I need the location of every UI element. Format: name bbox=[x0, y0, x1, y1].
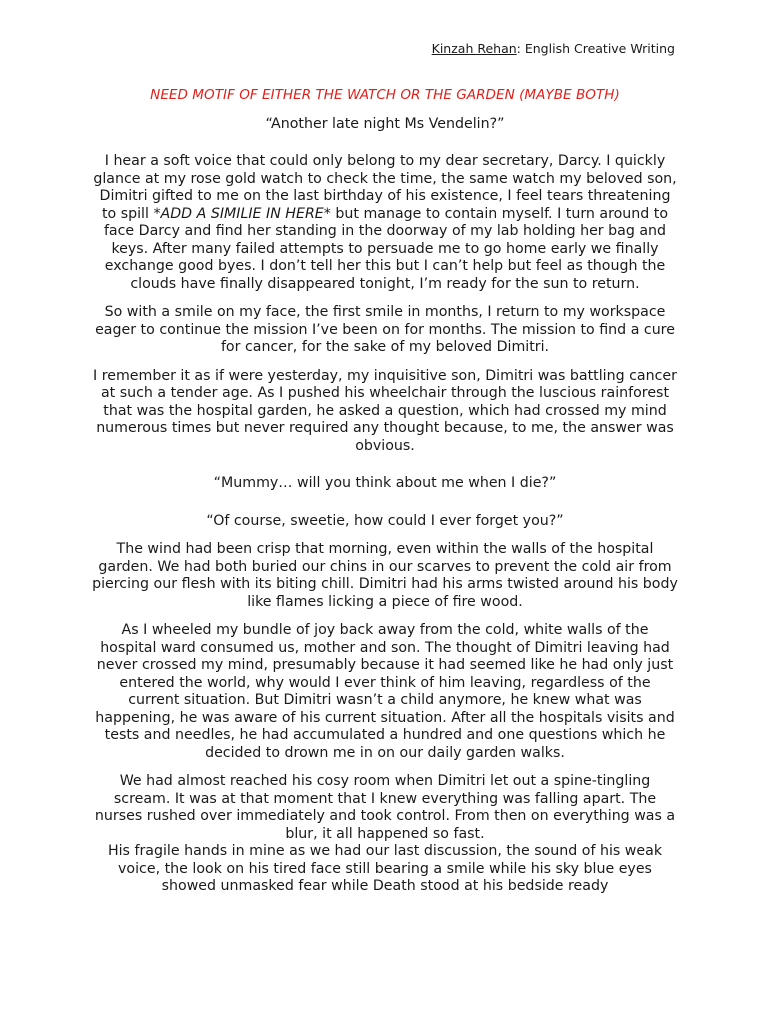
paragraph-dialogue-answer: “Of course, sweetie, how could I ever forget you?” bbox=[206, 512, 564, 529]
paragraph-text: I hear a soft voice that could only belong to my dear secretary, Darcy. I quickly glance at my rose gold watch to check the time, the same watch my beloved son, Dimitri gifted to me on the last birthday of his existence, I feel tears threatening to spill bbox=[93, 153, 677, 222]
paragraph-wind: The wind had been crisp that morning, even within the walls of the hospital garden. We had both buried our chins in our scarves to prevent the cold air from piercing our flesh with its biting chill. Dimitri had his arms twisted around his body like flames licking a piece of fire wood. bbox=[92, 541, 678, 610]
paragraph-memory: I remember it as if were yesterday, my inquisitive son, Dimitri was battling cancer at such a tender age. As I pushed his wheelchair through the luscious rainforest that was the hospital garden, he asked a question, which had crossed my mind numerous times but never required any thought because, to me, the answer was obvious. bbox=[93, 367, 677, 454]
paragraph-dialogue-question: “Mummy… will you think about me when I die?” bbox=[213, 475, 557, 491]
author-name: Kinzah Rehan bbox=[431, 41, 517, 56]
inline-editor-note: *ADD A SIMILIE IN HERE* bbox=[153, 205, 331, 222]
paragraph-ward: As I wheeled my bundle of joy back away from the cold, white walls of the hospital ward consumed us, mother and son. The thought of Dimitri leaving had never crossed my mind, presumably because it had seemed like he had only just entered the world, why would I ever think of him leaving, regardless of the current situation. But Dimitri wasn’t a child anymore, he knew what was happening, he was aware of his current situation. After all the hospitals visits and tests and needles, he had accumulated a hundred and one questions which he decided to drown me in on our daily garden walks. bbox=[95, 622, 675, 761]
paragraph-text: but manage to contain myself. I turn around to face Darcy and find her standing in the doorway of my lab holding her bag and keys. After many failed attempts to persuade me to go home early we finally exchange good byes. I don’t tell her this but I can’t help but feel as though the clouds have finally disappeared tonight, I’m ready for the sun to return. bbox=[103, 205, 669, 292]
paragraph-scream: We had almost reached his cosy room when Dimitri let out a spine-tingling scream. It was at that moment that I knew everything was falling apart. The nurses rushed over immediately and took control. From then on everything was a blur, it all happened so fast. bbox=[94, 773, 676, 842]
story-body bbox=[92, 87, 678, 907]
paragraph-mission: So with a smile on my face, the first smile in months, I return to my workspace eager to continue the mission I’ve been on for months. The mission to find a cure for cancer, for the sake of my beloved Dimitri. bbox=[95, 304, 675, 355]
editor-note: NEED MOTIF OF EITHER THE WATCH OR THE GARDEN (MAYBE BOTH) bbox=[150, 87, 620, 103]
paragraph-dialogue-opening: “Another late night Ms Vendelin?” bbox=[265, 115, 505, 132]
paragraph-secretary bbox=[92, 153, 678, 293]
header-separator: : bbox=[516, 41, 521, 56]
document-header bbox=[432, 41, 675, 57]
subject-title: English Creative Writing bbox=[520, 41, 675, 56]
paragraph-last-discussion: His fragile hands in mine as we had our last discussion, the sound of his weak voice, the look on his tired face still bearing a smile while his sky blue eyes showed unmasked fear while Death stood at his bedside ready bbox=[107, 843, 663, 894]
